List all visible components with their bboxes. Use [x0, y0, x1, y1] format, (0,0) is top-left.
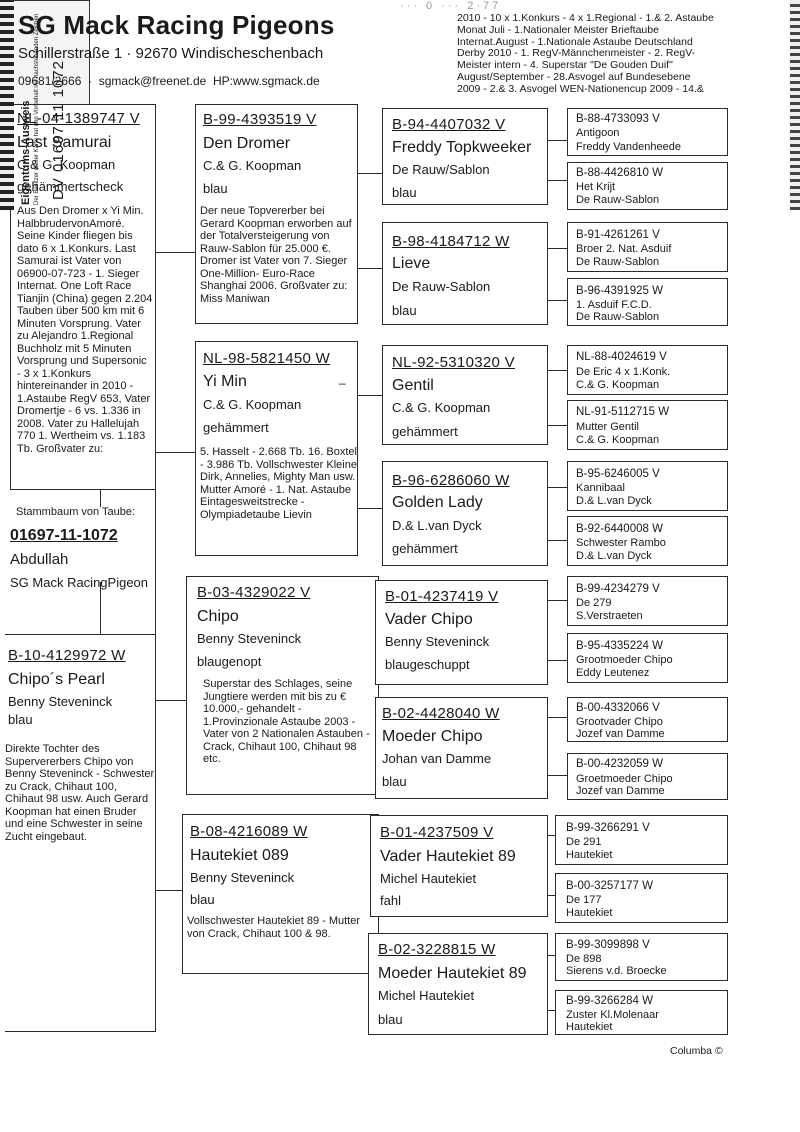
connector-line — [357, 395, 382, 396]
pigeon-name: Mutter Gentil — [576, 421, 639, 433]
pigeon-name: Zuster Kl.Molenaar — [566, 1009, 659, 1021]
ancestor-gen4-card[interactable] — [567, 697, 728, 742]
achievement-line: Monat Juli - 1.Nationaler Meister Brieftaube — [457, 23, 659, 36]
subject-name: Abdullah — [10, 551, 69, 568]
grandsire-paternal-card[interactable] — [195, 104, 358, 324]
pigeon-name: Golden Lady — [392, 494, 483, 511]
ancestor-gen4-card[interactable] — [567, 222, 728, 272]
dam-card[interactable] — [5, 634, 156, 1032]
pigeon-name: Grootvader Chipo — [576, 716, 663, 728]
pedigree-ring-number: B-92-6440008 W — [576, 523, 663, 535]
pigeon-name: Last Samurai — [17, 134, 112, 151]
pigeon-breeder: Sierens v.d. Broecke — [566, 965, 667, 977]
pigeon-name: De 898 — [566, 953, 602, 965]
pigeon-breeder: C.& G. Koopman — [392, 400, 491, 415]
pigeon-breeder: D.& L.van Dyck — [392, 518, 482, 533]
pigeon-color: blaugeschuppt — [385, 657, 470, 672]
pigeon-color: gehämmert — [392, 424, 458, 439]
pigeon-notes: Superstar des Schlages, seine Jungtiere werden mit bis zu € 10.000,- gehandelt - 1.Provinzionale Astaube 2003 - Vater von 2 Nationalen Astauben - Crack, Chihaut 100, Chihaut 98 etc. — [203, 678, 370, 765]
pigeon-name: Kannibaal — [576, 482, 625, 494]
header-email[interactable]: sgmack@freenet.de — [98, 74, 207, 88]
pedigree-ring-number: B-96-6286060 W — [392, 472, 510, 489]
connector-line — [547, 180, 567, 181]
connector-line — [357, 268, 382, 269]
pigeon-name: Lieve — [392, 255, 431, 272]
granddam-maternal-card[interactable] — [182, 814, 379, 974]
pigeon-name: Freddy Topkweeker — [392, 139, 532, 156]
pigeon-color: blau — [8, 712, 33, 727]
ancestor-gen4-card[interactable] — [555, 990, 728, 1035]
pigeon-notes: Direkte Tochter des Supervererbers Chipo von Benny Steveninck - Schwester zu Crack, Chihaut 100, Chihaut 98 usw. Auch Gerard Koopman hat einen Bruder und eine Schwester in seine Zucht eingebaut. — [5, 743, 155, 843]
achievement-line: Derby 2010 - 1. RegV-Männchenmeister - 2. RegV- — [457, 47, 696, 60]
pigeon-color: blau — [203, 181, 228, 196]
pigeon-name: Gentil — [392, 377, 434, 394]
ancestor-gen4-card[interactable] — [555, 933, 728, 981]
achievement-line: Meister intern - 4. Superstar "De Gouden Duif" — [457, 59, 673, 72]
pigeon-name: 1. Asduif F.C.D. — [576, 299, 652, 311]
pigeon-breeder: C.& G. Koopman — [17, 157, 116, 172]
connector-line — [547, 660, 567, 661]
pedigree-ring-number: NL-92-5310320 V — [392, 354, 515, 371]
ancestor-gen3-card[interactable] — [368, 933, 548, 1035]
pigeon-breeder: Benny Steveninck — [190, 870, 295, 885]
ancestor-gen4-card[interactable] — [555, 873, 728, 923]
connector-line — [357, 173, 382, 174]
ancestor-gen4-card[interactable] — [567, 400, 728, 450]
pigeon-notes: Aus Den Dromer x Yi Min. HalbbrudervonAmoré. Seine Kinder fliegen bis dato 6 x 1.Konkurs. Last Samurai ist Vater von 06900-07-723 - 1. Sieger Internat. One Loft Race Tianjin (China) gegen 2.204 Tauben über 500 km mit 6 Minuten Vorsprung. Vater zu Alejandro 1.Regional Buchholz mit 5 Minuten Vorsprung und Supersonic - 3 x 1.Konkurs hintereinander in 2010 - 1.Astaube RegV 653, Vater Dromertje - 6 vs. 1.336 in 2008. Vater zu Hallelujah 770 1. Wertheim vs. 1.183 Tb. Großvater zu: — [17, 205, 153, 455]
pedigree-ring-number: B-02-4428040 W — [382, 705, 500, 722]
pedigree-ring-number: B-01-4237419 V — [385, 588, 499, 605]
achievement-line: August/September - 28.Asvogel auf Bundesebene — [457, 70, 691, 83]
pigeon-breeder: De Rauw-Sablon — [576, 311, 660, 323]
pigeon-breeder: D.& L.van Dyck — [576, 550, 652, 562]
pigeon-breeder: Benny Steveninck — [8, 694, 113, 709]
ancestor-gen4-card[interactable] — [567, 162, 728, 210]
pigeon-breeder: Hautekiet — [566, 1021, 613, 1033]
ancestor-gen3-card[interactable] — [382, 461, 548, 566]
connector-line — [100, 489, 101, 507]
pedigree-ring-number: B-99-4393519 V — [203, 111, 317, 128]
connector-line — [155, 890, 182, 891]
pigeon-color: blau — [382, 774, 407, 789]
pigeon-name: De 279 — [576, 597, 612, 609]
pedigree-ring-number: B-95-4335224 W — [576, 640, 663, 652]
pigeon-breeder: Michel Hautekiet — [378, 988, 475, 1003]
pedigree-ring-number: B-08-4216089 W — [190, 823, 308, 840]
pedigree-ring-number: NL-91-5112715 W — [576, 406, 670, 418]
ancestor-gen4-card[interactable] — [567, 345, 728, 395]
pedigree-ring-number: B-98-4184712 W — [392, 233, 510, 250]
pigeon-color: blau — [392, 303, 417, 318]
pigeon-name: Den Dromer — [203, 135, 291, 152]
pigeon-name: De 177 — [566, 894, 602, 906]
ancestor-gen3-card[interactable] — [382, 345, 548, 445]
pigeon-notes: Vollschwester Hautekiet 89 - Mutter von Crack, Chihaut 100 & 98. — [187, 915, 361, 940]
pigeon-breeder: De Rauw-Sablon — [576, 256, 660, 268]
pigeon-breeder: Johan van Damme — [382, 751, 492, 766]
connector-line — [547, 248, 567, 249]
ancestor-gen4-card[interactable] — [567, 461, 728, 511]
pigeon-name: Vader Chipo — [385, 611, 473, 628]
pigeon-name: Grootmoeder Chipo — [576, 654, 673, 666]
connector-line — [155, 452, 195, 453]
handwritten-scribble: ··· 0 ··· 2·77 — [400, 0, 502, 12]
pigeon-name: Moeder Hautekiet 89 — [378, 965, 527, 982]
granddam-paternal-card[interactable] — [195, 341, 358, 556]
ancestor-gen3-card[interactable] — [382, 222, 548, 325]
pedigree-ring-number: B-88-4733093 V — [576, 113, 660, 125]
subject-owner: SG Mack RacingPigeon — [10, 575, 149, 590]
pedigree-ring-number: B-94-4407032 V — [392, 116, 506, 133]
pedigree-ring-number: B-91-4261261 V — [576, 229, 660, 241]
pigeon-breeder: C.& G. Koopman — [203, 158, 302, 173]
connector-line — [547, 425, 567, 426]
pigeon-color: gehämmert — [392, 541, 458, 556]
pigeon-color: blau — [392, 185, 417, 200]
page-title: SG Mack Racing Pigeons — [18, 10, 335, 40]
pedigree-ring-number: B-03-4329022 V — [197, 584, 311, 601]
pigeon-name: De Eric 4 x 1.Konk. — [576, 366, 671, 378]
pigeon-name: Het Krijt — [576, 181, 616, 193]
connector-line — [547, 370, 567, 371]
pigeon-name: Vader Hautekiet 89 — [380, 848, 516, 865]
pedigree-ring-number: B-95-6246005 V — [576, 468, 660, 480]
pedigree-ring-number: B-88-4426810 W — [576, 167, 663, 179]
pigeon-breeder: Jozef van Damme — [576, 785, 665, 797]
footer-brand: Columba © — [670, 1045, 723, 1057]
pedigree-ring-number: B-99-3099898 V — [566, 939, 650, 951]
pigeon-name: De 291 — [566, 836, 602, 848]
pigeon-breeder: Benny Steveninck — [197, 631, 302, 646]
grandsire-maternal-card[interactable] — [186, 576, 379, 795]
pedigree-ring-number: NL-98-5821450 W — [203, 350, 331, 367]
stamp-subtitle: Der Besitzer dieser Karte hat den Vorbehalt mit nachstehenden Zeichen — [34, 13, 40, 205]
pigeon-breeder: C.& G. Koopman — [576, 434, 660, 446]
pigeon-name: Yi Min — [203, 373, 247, 390]
pigeon-notes: Der neue Topvererber bei Gerard Koopman erworben auf der Totalversteigerung von Rauw-Sablon für 25.000 €. Dromer ist Vater von 7. Sieger One-Million- Euro-Race Shanghai 2006. Großvater zu: Miss Maniwan — [200, 205, 352, 305]
ancestor-gen4-card[interactable] — [567, 108, 728, 156]
connector-line — [547, 540, 567, 541]
achievement-line: 2009 - 2.& 3. Asvogel WEN-Nationencup 2009 - 14.& — [457, 82, 704, 95]
header-contact: 09681/2666 · sgmack@freenet.de HP:www.sgmack.de — [18, 74, 320, 88]
pigeon-breeder: Jozef van Damme — [576, 728, 665, 740]
achievement-line: 2010 - 10 x 1.Konkurs - 4 x 1.Regional - 1.& 2. Astaube — [457, 12, 714, 24]
pigeon-name: Antigoon — [576, 127, 620, 139]
pigeon-breeder: Michel Hautekiet — [380, 871, 477, 886]
pigeon-color: gehämmertscheck — [17, 179, 124, 194]
achievement-line: Internat.August - 1.Nationale Astaube Deutschland — [457, 35, 693, 48]
pigeon-name: Moeder Chipo — [382, 728, 483, 745]
connector-line — [155, 252, 195, 253]
ancestor-gen4-card[interactable] — [567, 576, 728, 626]
pigeon-name: Broer 2. Nat. Asduif — [576, 243, 672, 255]
pigeon-color: blau — [190, 892, 215, 907]
pigeon-name: Chipo — [197, 608, 239, 625]
pedigree-ring-number: B-00-3257177 W — [566, 880, 653, 892]
connector-line — [547, 775, 567, 776]
pedigree-ring-number: B-02-3228815 W — [378, 941, 496, 958]
subject-ring-number: 01697-11-1072 — [10, 527, 118, 544]
pedigree-ring-number: NL-04-1389747 V — [17, 110, 140, 127]
pigeon-name: Hautekiet 089 — [190, 847, 289, 864]
ancestor-gen3-card[interactable] — [375, 697, 548, 799]
pedigree-ring-number: B-10-4129972 W — [8, 647, 126, 664]
pedigree-ring-number: B-01-4237509 V — [380, 824, 494, 841]
header-phone: 09681/2666 — [18, 74, 82, 88]
achievements-list — [457, 13, 787, 96]
pigeon-color: blau — [378, 1012, 403, 1027]
stamp-ring-number: DV 01697 11 1072 — [50, 60, 67, 200]
stamp-title: Eigentums-Ausweis — [20, 100, 32, 205]
connector-line — [547, 600, 567, 601]
connector-line — [547, 300, 567, 301]
pigeon-breeder: De Rauw-Sablon — [392, 279, 491, 294]
connector-line — [547, 717, 567, 718]
pigeon-name: Schwester Rambo — [576, 537, 666, 549]
pigeon-breeder: D.& L.van Dyck — [576, 495, 652, 507]
pigeon-color: fahl — [380, 893, 401, 908]
pedigree-ring-number: B-96-4391925 W — [576, 285, 663, 297]
header-address: Schillerstraße 1 · 92670 Windischeschenbach — [18, 45, 324, 62]
pigeon-breeder: C.& G. Koopman — [203, 397, 302, 412]
pedigree-ring-number: B-99-3266284 W — [566, 995, 653, 1007]
header-web[interactable]: HP:www.sgmack.de — [213, 74, 320, 88]
pedigree-ring-number: B-00-4332066 V — [576, 702, 660, 714]
ancestor-gen4-card[interactable] — [555, 815, 728, 865]
pigeon-breeder: Eddy Leutenez — [576, 667, 650, 679]
pedigree-ring-number: B-00-4232059 W — [576, 758, 663, 770]
pigeon-color: gehämmert — [203, 420, 269, 435]
pigeon-breeder: Hautekiet — [566, 849, 613, 861]
ancestor-gen4-card[interactable] — [567, 753, 728, 800]
pedigree-ring-number: NL-88-4024619 V — [576, 351, 667, 363]
pigeon-name: Groetmoeder Chipo — [576, 773, 673, 785]
pedigree-ring-number: B-99-4234279 V — [576, 583, 660, 595]
ancestor-gen3-card[interactable] — [370, 815, 548, 917]
pigeon-breeder: Benny Steveninck — [385, 634, 490, 649]
pigeon-color: blaugenopt — [197, 654, 262, 669]
connector-line — [357, 508, 382, 509]
ancestor-gen4-card[interactable] — [567, 516, 728, 566]
pigeon-notes: 5. Hasselt - 2.668 Tb. 16. Boxtel - 3.986 Tb. Vollschwester Kleine Dirk, Annelies, Mighty Man usw. Mutter Amoré - 1. Nat. Astaube Eintagesweitstrecke - Olympiadetaube Lievin — [200, 446, 357, 521]
connector-line — [547, 487, 567, 488]
pedigree-ring-number: B-99-3266291 V — [566, 822, 650, 834]
stamp-border-pattern — [0, 0, 14, 210]
pigeon-breeder: S.Verstraeten — [576, 610, 643, 622]
pigeon-breeder: Hautekiet — [566, 907, 613, 919]
ancestor-gen4-card[interactable] — [567, 278, 728, 326]
pigeon-name: Chipo´s Pearl — [8, 671, 105, 688]
connector-line — [547, 140, 567, 141]
ancestor-gen3-card[interactable] — [382, 108, 548, 205]
pigeon-breeder: C.& G. Koopman — [576, 379, 660, 391]
pigeon-breeder: De Rauw/Sablon — [392, 162, 490, 177]
dash-mark: – — [339, 376, 346, 390]
subject-label: Stammbaum von Taube: — [16, 506, 136, 518]
ancestor-gen4-card[interactable] — [567, 633, 728, 683]
pigeon-breeder: De Rauw-Sablon — [576, 194, 660, 206]
pigeon-breeder: Freddy Vandenheede — [576, 141, 681, 153]
ancestor-gen3-card[interactable] — [375, 580, 548, 685]
